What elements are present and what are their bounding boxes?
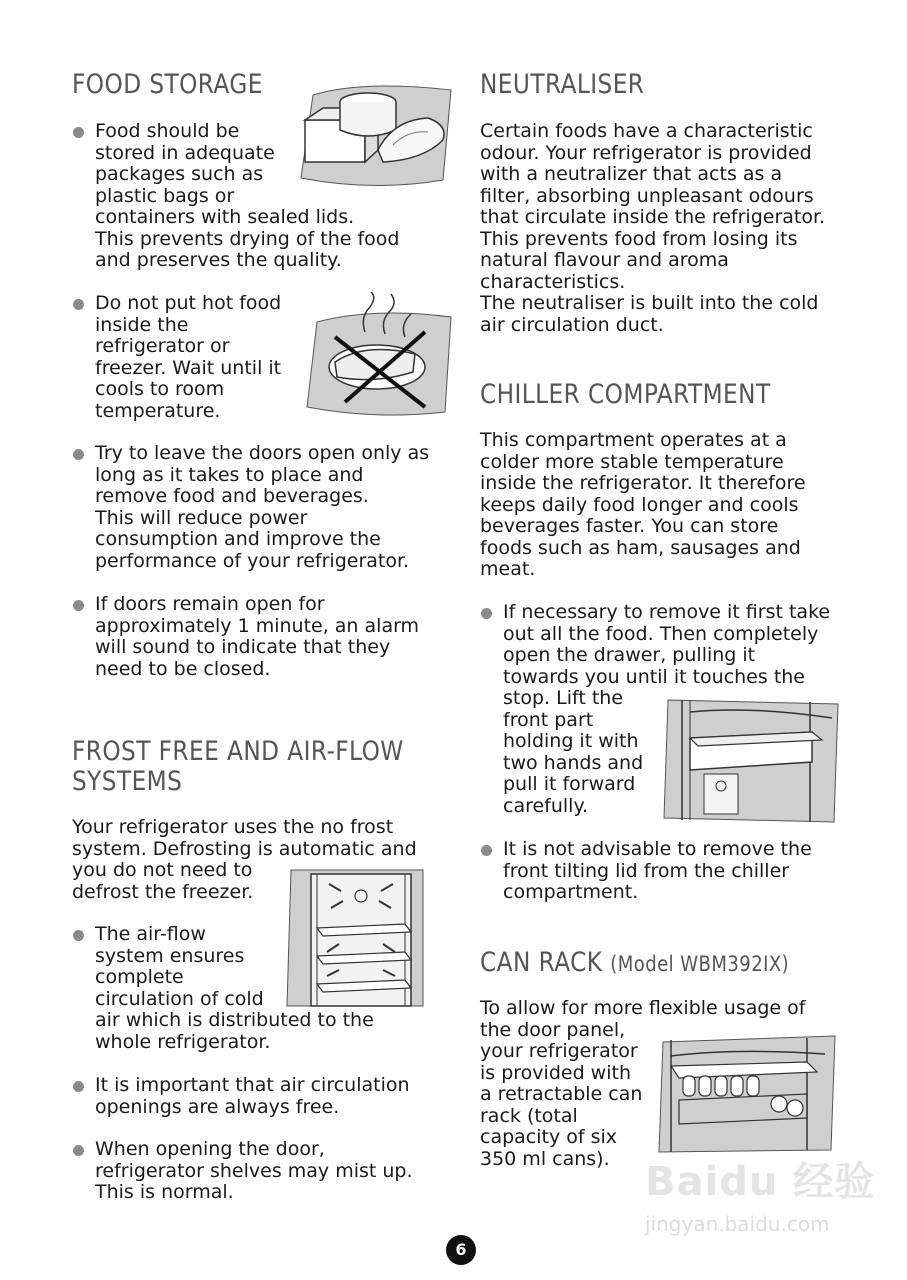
neutraliser-heading: NEUTRALISER — [480, 69, 645, 100]
food-storage-bullet-4: If doors remain open for approximately 1 minute, an alarm will sound to indicate that they need to be closed. — [72, 594, 475, 680]
neutraliser-text: Certain foods have a characteristic odour. Your refrigerator is provided with a neutralizer that acts as a filter, absorbing unpleasant odours that circulate inside the refrigerator. This prevents food from losing its natural flavour and aroma characteristics. The neutraliser is built into the cold air circulation duct. — [480, 120, 826, 336]
food-storage-heading: FOOD STORAGE — [72, 69, 263, 100]
food-storage-bullet-3: Try to leave the doors open only as long as it takes to place and remove food and beverages. This will reduce power consumption and improve the performance of your refrigerator. — [72, 443, 475, 572]
chiller-heading: CHILLER COMPARTMENT — [480, 379, 771, 410]
frost-free-bullet-1: The air-flow system ensures complete circulation of cold air which is distributed to the whole refrigerator. — [72, 924, 475, 1053]
baidu-watermark-logo: Baidu 经验 — [645, 1159, 876, 1205]
frost-free-intro: Your refrigerator uses the no frost system. Defrosting is automatic and you do not need to defrost the freezer. — [72, 816, 417, 903]
food-storage-bullet-2: Do not put hot food inside the refrigerator or freezer. Wait until it cools to room temperature. — [72, 293, 475, 422]
can-rack-heading: CAN RACK (Model WBM392IX) — [480, 947, 790, 978]
can-rack-text: To allow for more flexible usage of the door panel, your refrigerator is provided with a retractable can rack (total capacity of six 350 ml cans). — [480, 997, 806, 1170]
chiller-text: This compartment operates at a colder more stable temperature inside the refrigerator. It therefore keeps daily food longer and cools beverages faster. You can store foods such as ham, sausages and meat. — [480, 429, 806, 580]
frost-free-bullet-2: It is important that air circulation openings are always free. — [72, 1075, 475, 1118]
food-storage-bullet-1: Food should be stored in adequate packages such as plastic bags or containers with sealed lids. This prevents drying of the food and preserves the quality. — [72, 121, 475, 272]
frost-free-bullet-3: When opening the door, refrigerator shelves may mist up. This is normal. — [72, 1139, 475, 1204]
page-number: 6 — [446, 1235, 476, 1265]
frost-free-heading: FROST FREE AND AIR-FLOW SYSTEMS — [72, 736, 404, 797]
baidu-watermark-url: jingyan.baidu.com — [645, 1212, 830, 1236]
chiller-bullet-1: If necessary to remove it first take out all the food. Then completely open the drawer, pulling it towards you until it touches the stop. Lift the front part holding it with two hands and pull it forward carefully. — [480, 602, 893, 817]
chiller-bullet-2: It is not advisable to remove the front tilting lid from the chiller compartment. — [480, 839, 893, 904]
